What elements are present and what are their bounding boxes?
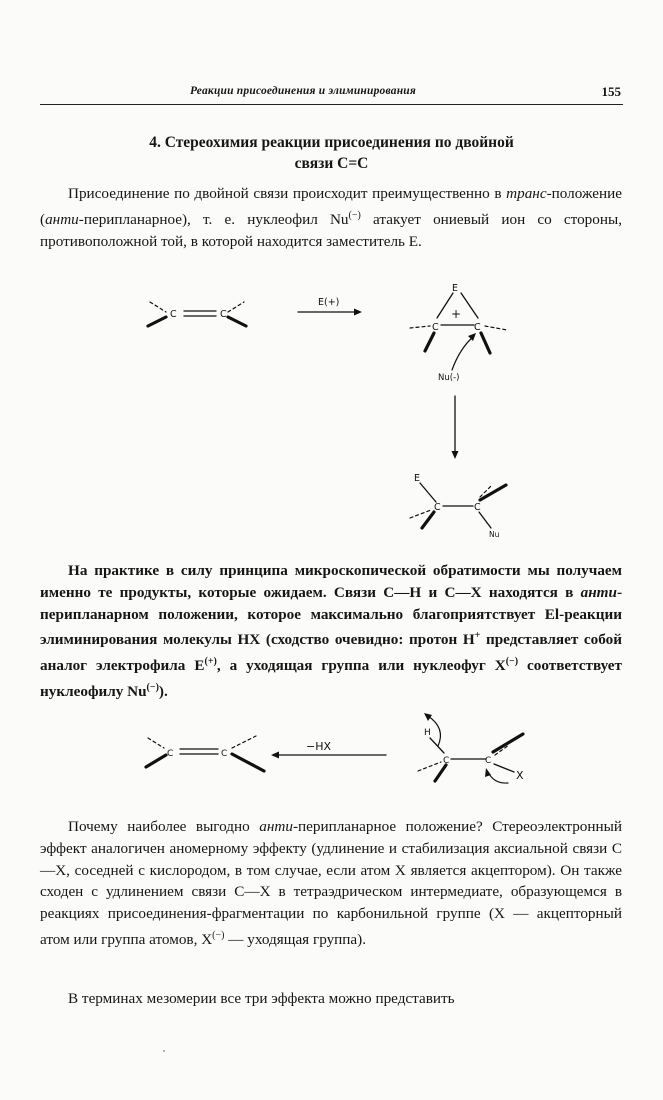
dashed-bond <box>148 738 164 748</box>
para2-text: представляет собой аналог электрофила E <box>40 631 622 675</box>
atom-c: C <box>221 749 228 759</box>
atom-c: C <box>432 322 439 333</box>
x-charge-sup: (−) <box>505 656 519 668</box>
para4-text: В терминах мезомерии все три эффекта можно представить <box>68 990 455 1007</box>
c-x-bond <box>494 764 514 772</box>
nu-label: Nu <box>489 530 500 539</box>
reagent-label: −HX <box>306 740 332 753</box>
atom-c: C <box>170 309 177 320</box>
wedge-bond <box>232 754 264 771</box>
scheme-elimination <box>0 700 663 800</box>
para2-text: , а уходящая группа или нуклеофуг X <box>216 657 506 675</box>
section-title-line1: Стереохимия реакции присоединения по двойной <box>164 134 514 151</box>
atom-c: C <box>167 749 174 759</box>
reagent-label: E(+) <box>318 297 340 308</box>
para2-text: соответствует нуклеофилу Nu <box>40 657 622 700</box>
para1-text: -положение ( <box>40 185 622 228</box>
atom-x: X <box>516 769 524 782</box>
dashed-bond <box>410 510 431 518</box>
positive-charge: + <box>451 307 462 321</box>
wedge-bond <box>493 734 523 752</box>
curved-arrow <box>488 772 508 783</box>
para1-italic-trans: транс <box>506 185 547 202</box>
para3-text: Почему наиболее выгодно <box>68 818 260 835</box>
nucleophile-label: Nu(-) <box>438 373 460 383</box>
para3-italic-anti: анти <box>259 818 293 835</box>
nu-charge-sup: (−) <box>146 681 159 693</box>
dashed-bond <box>150 302 166 312</box>
arrow-head <box>354 309 362 316</box>
atom-c: C <box>474 322 481 333</box>
para1-text: атакует ониевый ион со стороны, противоположной той, в которой находится заместитель E. <box>40 210 622 250</box>
arrow-head <box>271 752 279 759</box>
para2-text: ). <box>158 682 168 700</box>
atom-c: C <box>474 502 481 513</box>
paragraph-3 <box>40 816 622 951</box>
product-bond <box>420 483 436 502</box>
section-number: 4. <box>149 134 161 151</box>
nu-charge-sup: (−) <box>348 209 361 221</box>
dashed-bond <box>410 326 430 328</box>
para2-italic-anti: анти <box>580 583 617 601</box>
atom-c: C <box>220 309 227 320</box>
page-number: 155 <box>601 84 621 99</box>
wedge-bond <box>422 512 434 528</box>
wedge-bond <box>481 333 490 353</box>
atom-e: E <box>452 283 459 294</box>
para2-text: -перипланарном положении, которое максимально благоприятствует El-реакции элиминирования молекулы HX (сходство очевидно: протон H <box>40 583 622 649</box>
paragraph-4 <box>40 988 622 1010</box>
ring-bond <box>461 293 478 318</box>
atom-c: C <box>443 756 450 766</box>
e-charge-sup: (+) <box>204 656 217 668</box>
para2-text: На практике в силу принципа микроскопической обратимости мы получаем именно те продукты, которые ожидаем. Связи C—H и C—X находятся в <box>40 562 622 601</box>
para1-italic-anti: анти <box>45 210 79 228</box>
wedge-bond <box>435 765 446 781</box>
paragraph-2 <box>40 560 622 703</box>
product-bond <box>479 512 491 528</box>
atom-e: E <box>414 473 421 484</box>
wedge-bond <box>425 333 434 351</box>
dashed-bond <box>418 762 441 771</box>
para3-text: — уходящая группа). <box>224 930 367 948</box>
x-charge-sup: (−) <box>212 929 225 941</box>
proton-charge-sup: + <box>474 630 481 642</box>
c-h-bond <box>430 738 444 753</box>
arrow-head <box>452 451 459 459</box>
atom-c: C <box>434 502 441 513</box>
wedge-bond <box>148 317 166 326</box>
para1-text: -перипланарное), т. е. нуклеофил Nu <box>78 210 349 228</box>
atom-h: H <box>424 728 431 738</box>
wedge-bond <box>228 317 246 326</box>
atom-c: C <box>485 756 492 766</box>
section-title-line2: связи C=C <box>294 155 369 172</box>
curved-arrow <box>452 336 474 370</box>
scan-speck <box>163 1050 165 1052</box>
dashed-bond <box>485 326 507 330</box>
para3-text: -перипланарное положение? Стереоэлектронный эффект аналогичен аномерному эффекту (удлинение и стабилизация аксиальной связи C—X, соседней с кислородом, в том случае, если атом X является акцептором). Он также сходен с удлинением связи C—X в тетраэдрическом интермедиате, образующемся в реакциях присоединения-фрагментации по карбонильной группе (X — акцепторный атом или группа атомов, X <box>40 818 622 948</box>
para1-text: Присоединение по двойной связи происходит преимущественно в <box>68 185 507 202</box>
dashed-bond <box>232 736 256 748</box>
wedge-bond <box>146 755 166 767</box>
dashed-bond <box>228 302 244 312</box>
running-title: Реакции присоединения и элиминирования <box>190 85 417 97</box>
arrow-head <box>424 713 432 721</box>
